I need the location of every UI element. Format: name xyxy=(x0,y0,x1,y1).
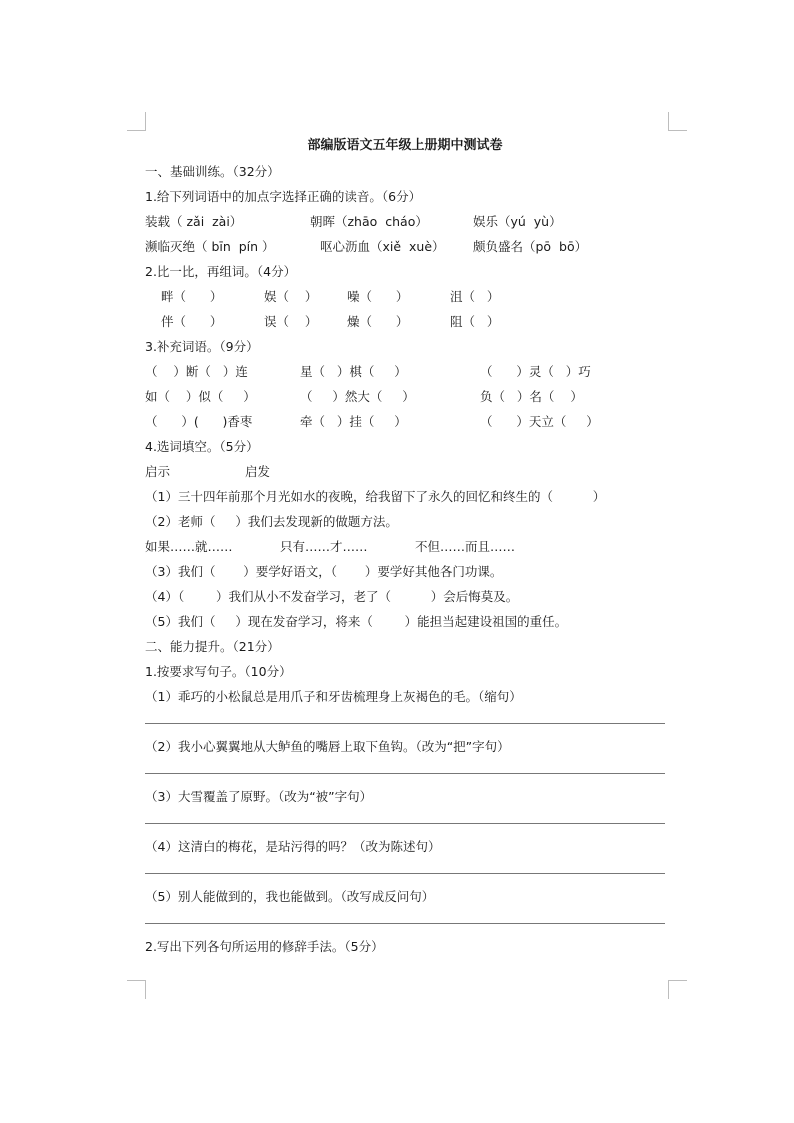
rewrite-item: （4）这清白的梅花，是玷污得的吗？（改为陈述句） xyxy=(145,839,441,854)
idiom-item: （ ）灵（ ）巧 xyxy=(480,364,591,379)
compare-item: 沮（ ） xyxy=(450,289,500,304)
question-prompt: 3.补充词语。（9分） xyxy=(145,339,259,354)
idiom-item: （ ）然大（ ） xyxy=(300,389,415,404)
word-choice: 不但……而且…… xyxy=(415,539,516,554)
answer-line[interactable] xyxy=(145,809,665,824)
fill-item: （4）（ ）我们从小不发奋学习，老了（ ）会后悔莫及。 xyxy=(145,589,519,604)
compare-item: 噪（ ） xyxy=(347,289,409,304)
rewrite-item: （3）大雪覆盖了原野。（改为“被”字句） xyxy=(145,789,373,804)
compare-item: 伴（ ） xyxy=(161,314,223,329)
pinyin-item: 濒临灭绝（ bīn pín ） xyxy=(145,239,275,254)
rewrite-item: （1）乖巧的小松鼠总是用爪子和牙齿梳理身上灰褐色的毛。（缩句） xyxy=(145,689,522,704)
compare-item: 娱（ ） xyxy=(264,289,318,304)
compare-item: 误（ ） xyxy=(264,314,318,329)
compare-row xyxy=(145,284,665,309)
pinyin-item: 装载（ zǎi zài） xyxy=(145,214,243,229)
word-choice: 启示 xyxy=(145,464,171,479)
crop-mark-top-left xyxy=(127,112,146,131)
rewrite-item: （2）我小心翼翼地从大鲈鱼的嘴唇上取下鱼钩。（改为“把”字句） xyxy=(145,739,510,754)
word-choice: 启发 xyxy=(245,464,271,479)
word-choice: 只有……才…… xyxy=(280,539,368,554)
idiom-item: （ ）断（ ）连 xyxy=(145,364,248,379)
idiom-item: （ ）( )香枣 xyxy=(145,414,253,429)
pinyin-item: 娱乐（yú yù） xyxy=(473,214,562,229)
question-prompt: 2.写出下列各句所运用的修辞手法。（5分） xyxy=(145,939,384,954)
question-prompt: 1.按要求写句子。（10分） xyxy=(145,664,292,679)
word-choice: 如果……就…… xyxy=(145,539,233,554)
section-heading-basic: 一、基础训练。（32分） xyxy=(145,164,280,179)
answer-line[interactable] xyxy=(145,909,665,924)
word-choices xyxy=(145,459,665,484)
idiom-item: 负（ ）名（ ） xyxy=(480,389,583,404)
pinyin-row xyxy=(145,209,665,234)
fill-item: （3）我们（ ）要学好语文，（ ）要学好其他各门功课。 xyxy=(145,564,503,579)
exam-page xyxy=(145,133,665,959)
compare-item: 燥（ ） xyxy=(347,314,409,329)
idiom-item: 牵（ ）挂（ ） xyxy=(300,414,407,429)
question-prompt: 4.选词填空。（5分） xyxy=(145,439,259,454)
word-choices xyxy=(145,534,665,559)
fill-item: （1）三十四年前那个月光如水的夜晚，给我留下了永久的回忆和终生的（ ） xyxy=(145,489,606,504)
answer-line[interactable] xyxy=(145,709,665,724)
crop-mark-bottom-right xyxy=(668,980,687,999)
compare-item: 阻（ ） xyxy=(450,314,500,329)
idiom-item: 如（ ）似（ ） xyxy=(145,389,256,404)
crop-mark-top-right xyxy=(668,112,687,131)
idiom-item: 星（ ）棋（ ） xyxy=(300,364,407,379)
pinyin-item: 朝晖（zhāo cháo） xyxy=(310,214,428,229)
fill-item: （5）我们（ ）现在发奋学习，将来（ ）能担当起建设祖国的重任。 xyxy=(145,614,568,629)
idiom-item: （ ）天立（ ） xyxy=(480,414,599,429)
idiom-row xyxy=(145,409,665,434)
fill-item: （2）老师（ ）我们去发现新的做题方法。 xyxy=(145,514,398,529)
compare-row xyxy=(145,309,665,334)
idiom-row xyxy=(145,359,665,384)
section-heading-ability: 二、能力提升。（21分） xyxy=(145,639,280,654)
answer-line[interactable] xyxy=(145,759,665,774)
question-prompt: 2.比一比，再组词。（4分） xyxy=(145,264,297,279)
pinyin-row xyxy=(145,234,665,259)
pinyin-item: 呕心沥血（xiě xuè） xyxy=(320,239,445,254)
answer-line[interactable] xyxy=(145,859,665,874)
crop-mark-bottom-left xyxy=(127,980,146,999)
page-title: 部编版语文五年级上册期中测试卷 xyxy=(307,138,503,153)
idiom-row xyxy=(145,384,665,409)
compare-item: 畔（ ） xyxy=(161,289,223,304)
rewrite-item: （5）别人能做到的，我也能做到。（改写成反问句） xyxy=(145,889,435,904)
pinyin-item: 颇负盛名（pō bō） xyxy=(473,239,588,254)
question-prompt: 1.给下列词语中的加点字选择正确的读音。（6分） xyxy=(145,189,422,204)
